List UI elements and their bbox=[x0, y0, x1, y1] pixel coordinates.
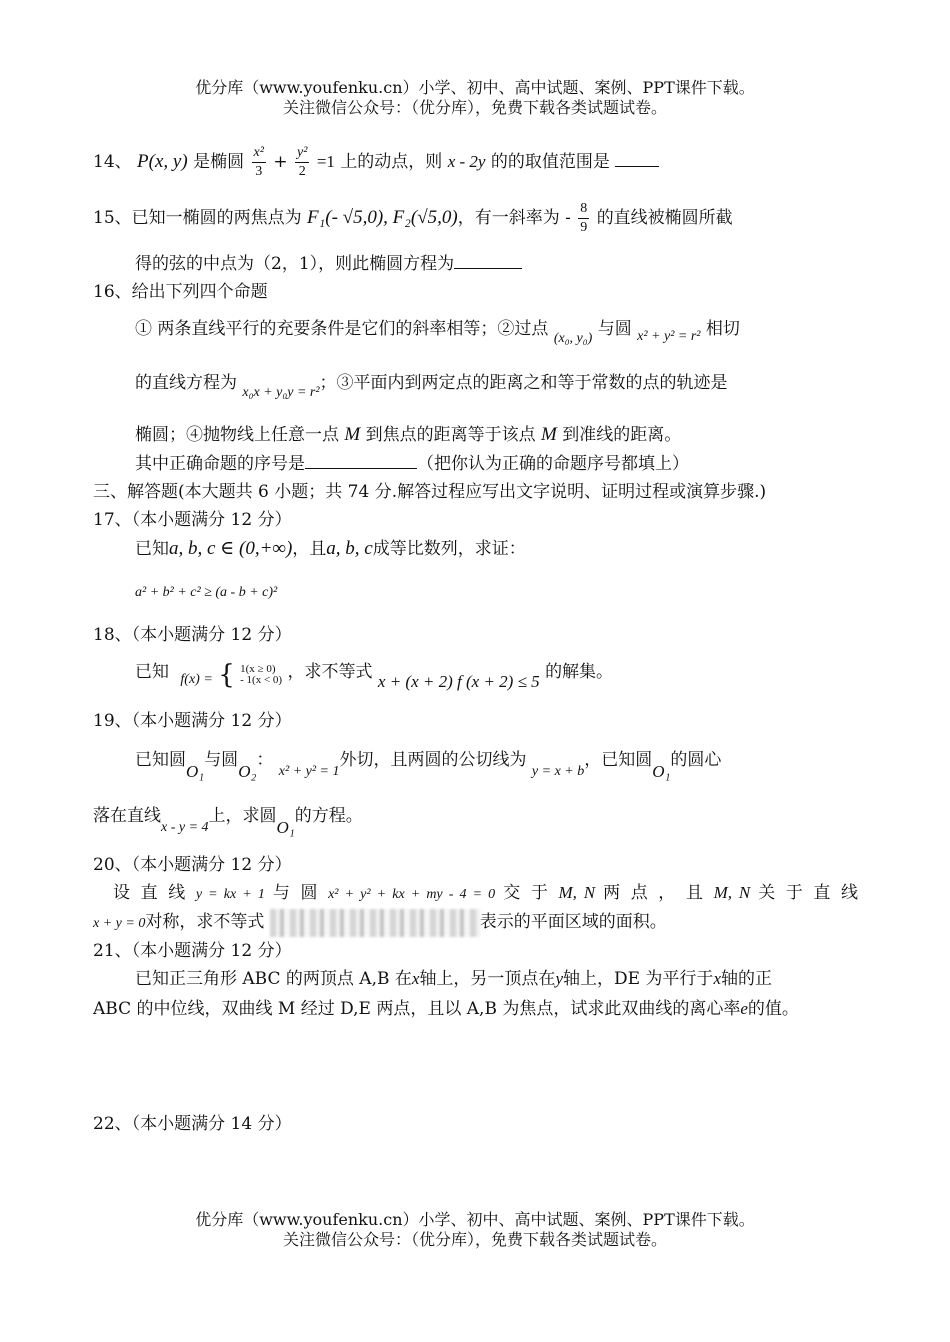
math-x: x bbox=[411, 969, 420, 988]
math-symmetry-line: x + y = 0 bbox=[93, 916, 146, 931]
question-text: 得的弦的中点为（2，1），则此椭圆方程为 bbox=[135, 254, 455, 274]
question-20-line-2 bbox=[113, 882, 858, 906]
question-16-line-4 bbox=[135, 424, 681, 446]
footer-line-2: 关注微信公众号：（优分库），免费下载各类试题试卷。 bbox=[282, 1230, 667, 1249]
question-text: 的的取值范围是 bbox=[490, 152, 610, 172]
answer-blank[interactable] bbox=[615, 150, 659, 167]
question-score: （本小题满分 12 分） bbox=[131, 855, 292, 875]
math-inequality: a² + b² + c² ≥ (a - b + c)² bbox=[135, 585, 278, 600]
question-16 bbox=[93, 281, 268, 303]
question-text: 的圆心 bbox=[670, 750, 722, 770]
question-text: 表示的平面区域的面积。 bbox=[479, 912, 667, 932]
question-text: 给出下列四个命题 bbox=[131, 282, 268, 302]
question-20 bbox=[93, 854, 292, 876]
fraction-denominator: 2 bbox=[298, 164, 306, 179]
math-tangent: y = x + b bbox=[531, 764, 585, 779]
math-M: M bbox=[541, 424, 557, 445]
brace-icon: { bbox=[218, 660, 235, 690]
fraction-slope bbox=[578, 200, 589, 237]
footer-line-1: 优分库（www.youfenku.cn）小学、初中、高中试题、案例、PPT课件下载。 bbox=[195, 1210, 755, 1229]
question-text: 与圆 bbox=[597, 319, 632, 339]
fraction-denominator: 3 bbox=[255, 164, 263, 179]
page-header bbox=[0, 78, 950, 118]
page-footer bbox=[0, 1210, 950, 1250]
question-text: ，求不等式 bbox=[287, 662, 373, 682]
question-21-line-2 bbox=[135, 968, 772, 990]
question-text: （把你认为正确的命题序号都填上） bbox=[417, 454, 689, 474]
question-text: ，且 bbox=[292, 539, 327, 559]
question-text: 已知一椭圆的两焦点为 bbox=[131, 208, 302, 228]
case-1: 1(x ≥ 0) bbox=[240, 663, 276, 675]
math-inequality: x + (x + 2) f (x + 2) ≤ 5 bbox=[377, 672, 540, 691]
question-21 bbox=[93, 940, 292, 962]
question-number: 21、 bbox=[93, 941, 132, 961]
fraction-y bbox=[295, 144, 309, 181]
question-text: 的值。 bbox=[747, 999, 799, 1019]
math-e: e bbox=[740, 999, 748, 1018]
question-text: 成等比数列，求证： bbox=[372, 539, 526, 559]
math-O1: O₁ bbox=[186, 762, 205, 781]
question-number: 16、 bbox=[93, 282, 132, 302]
question-number: 19、 bbox=[93, 711, 132, 731]
math-point: (x₀, y₀) bbox=[553, 331, 593, 346]
question-18-line-2 bbox=[135, 653, 613, 701]
question-22 bbox=[93, 1113, 292, 1135]
math-equals: =1 bbox=[316, 152, 335, 171]
math-x: x bbox=[713, 969, 721, 988]
math-foci: F₁(- √5,0), F₂(√5,0) bbox=[307, 207, 458, 228]
question-text: ： bbox=[256, 750, 274, 770]
question-text: 关 于 直 线 bbox=[758, 883, 859, 903]
fraction-numerator: y² bbox=[295, 144, 309, 163]
question-score: （本小题满分 12 分） bbox=[131, 625, 292, 645]
fraction-x bbox=[252, 144, 266, 181]
question-15 bbox=[93, 196, 733, 240]
question-17 bbox=[93, 509, 292, 531]
fraction-numerator: 8 bbox=[578, 200, 589, 219]
question-number: 18、 bbox=[93, 625, 132, 645]
answer-blank[interactable] bbox=[305, 452, 417, 469]
piecewise-cases bbox=[240, 664, 282, 686]
question-17-line-2 bbox=[135, 538, 526, 560]
question-16-line-2 bbox=[135, 312, 740, 356]
question-text: 椭圆；④抛物线上任意一点 bbox=[135, 425, 339, 445]
question-text: 外切，且两圆的公切线为 bbox=[339, 750, 527, 770]
question-text: 相切 bbox=[705, 319, 740, 339]
question-16-line-3 bbox=[135, 368, 728, 408]
question-18 bbox=[93, 624, 292, 646]
case-2: - 1(x < 0) bbox=[240, 674, 283, 686]
question-number: 14、 bbox=[93, 152, 132, 172]
math-point: P(x, y) bbox=[137, 151, 188, 172]
question-text: 的直线被椭圆所截 bbox=[596, 208, 733, 228]
question-text: ，已知圆 bbox=[584, 750, 653, 770]
question-text: 轴的正 bbox=[720, 969, 772, 989]
question-text: 对称，求不等式 bbox=[145, 912, 265, 932]
math-O1: O₁ bbox=[276, 818, 295, 837]
question-text: 是椭圆 bbox=[193, 152, 245, 172]
math-circle: x² + y² = r² bbox=[637, 329, 701, 344]
fraction-numerator: x² bbox=[252, 144, 266, 163]
section-title: 三、解答题(本大题共 6 小题；共 74 分.解答过程应写出文字说明、证明过程或演算步骤.) bbox=[93, 482, 767, 502]
math-O2: O₂ bbox=[238, 762, 257, 781]
math-condition: a, b, c ∈ (0,+∞) bbox=[169, 538, 293, 559]
question-text: 已知 bbox=[135, 539, 169, 559]
question-21-line-3 bbox=[93, 998, 799, 1020]
question-text: 已知圆 bbox=[135, 750, 186, 770]
fraction-denominator: 9 bbox=[580, 220, 588, 235]
question-20-justified bbox=[113, 882, 858, 906]
math-line: x₀x + y₀y = r² bbox=[242, 385, 320, 400]
question-19-line-2 bbox=[135, 740, 721, 792]
math-O1: O₁ bbox=[652, 762, 671, 781]
question-score: （本小题满分 12 分） bbox=[131, 510, 292, 530]
question-text: 已知正三角形 ABC 的两顶点 A,B 在 bbox=[135, 969, 412, 989]
question-text: 与圆 bbox=[204, 750, 239, 770]
question-number: 22、 bbox=[93, 1114, 132, 1134]
question-number: 15、 bbox=[93, 208, 132, 228]
question-text: 落在直线 bbox=[93, 806, 161, 826]
math-circle: x² + y² + kx + my - 4 = 0 bbox=[328, 887, 496, 902]
math-circle: x² + y² = 1 bbox=[278, 764, 340, 779]
header-line-2: 关注微信公众号：（优分库），免费下载各类试题试卷。 bbox=[282, 98, 667, 117]
question-text: 与 圆 bbox=[272, 883, 321, 903]
question-text: ，有一斜率为 - bbox=[457, 208, 571, 228]
header-line-1: 优分库（www.youfenku.cn）小学、初中、高中试题、案例、PPT课件下载。 bbox=[195, 78, 755, 97]
question-14 bbox=[93, 140, 659, 184]
math-operator: + bbox=[273, 152, 288, 172]
blurred-inequality-image bbox=[270, 909, 480, 937]
math-variables: a, b, c bbox=[326, 538, 373, 559]
question-text: 设 直 线 bbox=[113, 883, 188, 903]
question-score: （本小题满分 12 分） bbox=[131, 711, 292, 731]
question-text: 的方程。 bbox=[294, 806, 363, 826]
question-text: 其中正确命题的序号是 bbox=[135, 454, 305, 474]
question-text: 交 于 bbox=[503, 883, 551, 903]
question-text: 轴上，DE 为平行于 bbox=[562, 969, 714, 989]
answer-blank[interactable] bbox=[454, 252, 522, 269]
question-16-line-5 bbox=[135, 452, 689, 475]
math-line: y = kx + 1 bbox=[195, 887, 265, 902]
question-text: 已知 bbox=[135, 662, 169, 682]
question-text: 到焦点的距离等于该点 bbox=[365, 425, 536, 445]
question-number: 20、 bbox=[93, 855, 132, 875]
question-text: 的解集。 bbox=[545, 662, 614, 682]
question-15-line-2 bbox=[135, 252, 522, 275]
question-20-line-3 bbox=[93, 908, 667, 938]
question-text: 轴上，另一顶点在 bbox=[419, 969, 556, 989]
math-M: M bbox=[344, 424, 361, 445]
math-MN: M, N bbox=[558, 883, 596, 902]
question-text: 上的动点，则 bbox=[340, 152, 443, 172]
question-number: 17、 bbox=[93, 510, 132, 530]
question-text: 到准线的距离。 bbox=[562, 425, 682, 445]
math-expression: x - 2y bbox=[447, 152, 486, 171]
math-line: x - y = 4 bbox=[161, 820, 209, 835]
question-19-line-3 bbox=[93, 796, 363, 848]
math-function: f(x) = bbox=[180, 672, 213, 687]
question-text: 上，求圆 bbox=[208, 806, 277, 826]
math-MN: M, N bbox=[713, 883, 751, 902]
question-text: 的直线方程为 bbox=[135, 373, 237, 393]
question-19 bbox=[93, 710, 292, 732]
question-text: ；③平面内到两定点的距离之和等于常数的点的轨迹是 bbox=[319, 373, 728, 393]
question-text: ABC 的中位线，双曲线 M 经过 D,E 两点，且以 A,B 为焦点，试求此双曲线的离心率 bbox=[93, 999, 741, 1019]
math-y: y bbox=[555, 969, 563, 988]
question-score: （本小题满分 14 分） bbox=[131, 1114, 292, 1134]
question-text: 两 点 ， 且 bbox=[603, 883, 706, 903]
question-text: ① 两条直线平行的充要条件是它们的斜率相等；②过点 bbox=[135, 319, 549, 339]
question-score: （本小题满分 12 分） bbox=[131, 941, 292, 961]
